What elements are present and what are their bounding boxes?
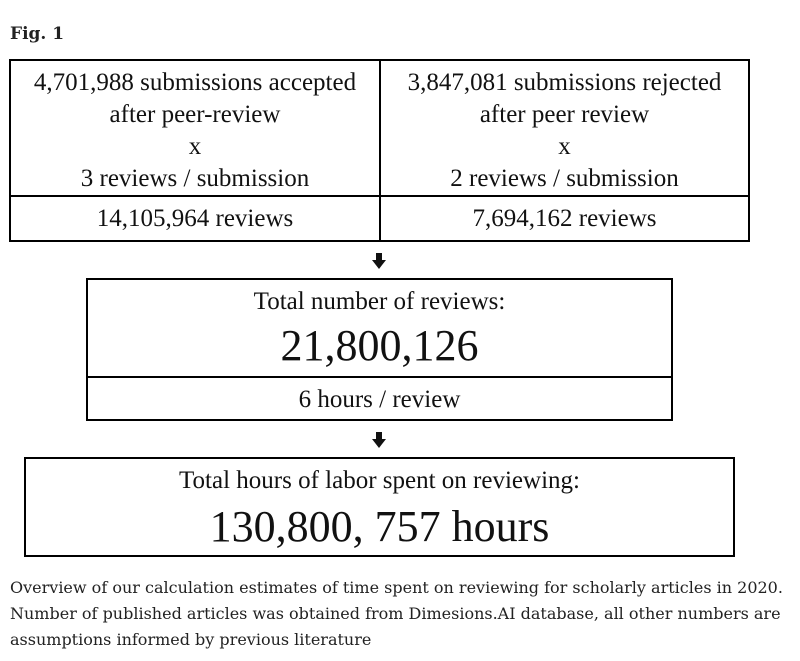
accepted-reviews-per-submission: 3 reviews / submission	[80, 165, 310, 192]
accepted-review-stage-text: after peer-review	[109, 101, 281, 128]
accepted-result-cell	[11, 203, 379, 235]
rejected-review-stage-text: after peer review	[479, 101, 650, 128]
rejected-reviews-per-submission: 2 reviews / submission	[450, 165, 679, 192]
total-hours-value: 130,800, 757 hours	[209, 502, 550, 551]
rejected-calculation-cell	[381, 67, 748, 195]
accepted-reviews-total: 14,105,964 reviews	[96, 205, 294, 232]
down-arrow-icon	[372, 253, 386, 269]
accepted-submissions-text: 4,701,988 submissions accepted	[33, 69, 357, 96]
total-reviews-value: 21,800,126	[280, 321, 479, 370]
hours-per-review-text: 6 hours / review	[298, 386, 461, 413]
total-reviews-divider	[88, 376, 671, 378]
rejected-submissions-text: 3,847,081 submissions rejected	[407, 69, 722, 96]
figure-caption	[10, 575, 790, 653]
rejected-result-cell	[381, 203, 748, 235]
accepted-calculation-cell	[11, 67, 379, 195]
accepted-multiply-sign: x	[188, 133, 202, 160]
total-reviews-label: Total number of reviews:	[253, 288, 506, 315]
caption-line: Overview of our calculation estimates of time spent on reviewing for scholarly articles in 2020.	[10, 578, 783, 597]
figure-label: Fig. 1	[10, 24, 65, 44]
table-row-divider	[11, 195, 748, 197]
total-hours-box	[24, 457, 735, 557]
rejected-multiply-sign: x	[558, 133, 571, 160]
down-arrow-icon	[372, 432, 386, 448]
total-hours-label: Total hours of labor spent on reviewing:	[179, 467, 580, 494]
rejected-reviews-total: 7,694,162 reviews	[472, 205, 657, 232]
caption-line: assumptions informed by previous literature	[10, 630, 372, 649]
total-reviews-box	[86, 278, 673, 421]
submissions-table	[9, 59, 750, 242]
caption-line: Number of published articles was obtained from Dimesions.AI database, all other numbers are	[10, 604, 781, 623]
